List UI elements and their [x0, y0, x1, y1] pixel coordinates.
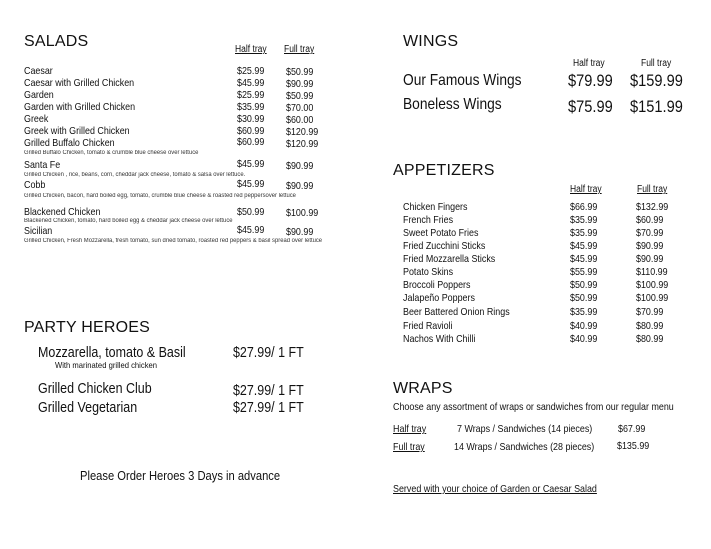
hero-item-price: $27.99/ 1 FT: [233, 383, 304, 399]
salad-item-desc: Grilled Buffalo Chicken, tomato & crumble blue cheese over lettuce: [24, 150, 199, 156]
party-heroes-title: PARTY HEROES: [24, 319, 150, 336]
appetizers-full-header: Full tray: [637, 184, 668, 195]
wraps-subtitle: Choose any assortment of wraps or sandwiches from our regular menu: [393, 401, 674, 413]
salad-item-desc: Grilled Chicken, Fresh Mozzarella, fresh tomato, sun dried tomato, roasted red peppers & basil spread over lettuce: [24, 238, 323, 244]
appetizer-item-half: $35.99: [570, 306, 598, 318]
salad-item-half: $25.99: [237, 65, 265, 77]
appetizer-item-name: Sweet Potato Fries: [403, 227, 479, 239]
salad-item-full: $120.99: [286, 138, 319, 150]
hero-item-name: Grilled Vegetarian: [38, 400, 138, 416]
appetizer-item-name: French Fries: [403, 214, 454, 226]
wings-full-header: Full tray: [641, 58, 672, 69]
appetizer-item-name: Fried Zucchini Sticks: [403, 240, 486, 252]
appetizer-item-name: Jalapeño Poppers: [403, 292, 475, 304]
salad-item-half: $30.99: [237, 113, 265, 125]
salad-item-half: $45.99: [237, 158, 265, 170]
appetizer-item-half: $35.99: [570, 227, 598, 239]
salad-item-name: Santa Fe: [24, 159, 61, 171]
salad-item-full: $90.99: [286, 226, 314, 238]
appetizer-item-half: $55.99: [570, 266, 598, 278]
salads-half-header: Half tray: [235, 44, 267, 55]
salad-item-full: $50.99: [286, 90, 314, 102]
salad-item-name: Greek: [24, 113, 49, 125]
salad-item-full: $100.99: [286, 207, 319, 219]
hero-item-sub: With marinated grilled chicken: [55, 360, 158, 370]
wings-item-half: $75.99: [568, 97, 613, 116]
appetizers-list: [403, 202, 703, 352]
salad-item-half: $45.99: [237, 224, 265, 236]
appetizer-item-name: Broccoli Poppers: [403, 279, 471, 291]
salad-item-name: Caesar: [24, 65, 53, 77]
salad-item-full: $60.00: [286, 114, 314, 126]
salad-item-name: Grilled Buffalo Chicken: [24, 137, 115, 149]
appetizers-title: APPETIZERS: [393, 162, 495, 179]
wings-item-full: $159.99: [630, 71, 683, 90]
salad-item-full: $90.99: [286, 180, 314, 192]
wraps-row-desc: 7 Wraps / Sandwiches (14 pieces): [457, 423, 593, 435]
appetizer-item-full: $132.99: [636, 201, 669, 213]
appetizer-item-full: $100.99: [636, 292, 669, 304]
appetizer-item-name: Fried Mozzarella Sticks: [403, 253, 496, 265]
appetizer-item-name: Chicken Fingers: [403, 201, 468, 213]
salad-item-half: $45.99: [237, 77, 265, 89]
wings-item-name: Boneless Wings: [403, 96, 502, 113]
wings-item-half: $79.99: [568, 71, 613, 90]
hero-item-price: $27.99/ 1 FT: [233, 400, 304, 416]
appetizer-item-half: $40.99: [570, 320, 598, 332]
appetizer-item-full: $110.99: [636, 266, 668, 278]
wings-title: WINGS: [403, 33, 459, 50]
salad-item-half: $60.99: [237, 136, 265, 148]
salad-item-half: $50.99: [237, 206, 265, 218]
salad-item-full: $90.99: [286, 78, 314, 90]
wraps-row-price: $67.99: [618, 423, 646, 435]
appetizer-item-name: Potato Skins: [403, 266, 454, 278]
wings-item-name: Our Famous Wings: [403, 72, 522, 89]
appetizer-item-full: $80.99: [636, 320, 664, 332]
hero-item-name: Grilled Chicken Club: [38, 381, 152, 397]
salad-item-full: $50.99: [286, 66, 314, 78]
hero-item-price: $27.99/ 1 FT: [233, 345, 304, 361]
salad-item-half: $35.99: [237, 101, 265, 113]
salad-item-name: Greek with Grilled Chicken: [24, 125, 130, 137]
wraps-row-label: Half tray: [393, 423, 427, 435]
appetizer-item-name: Nachos With Chilli: [403, 333, 476, 345]
salad-item-desc: Blackened Chicken, tomato, hard boiled egg & cheddar jack cheese over lettuce: [24, 218, 233, 224]
salad-item-name: Caesar with Grilled Chicken: [24, 77, 135, 89]
appetizer-item-half: $45.99: [570, 253, 598, 265]
salads-list: [24, 66, 344, 256]
salad-item-desc: Grilled Chicken , rice, beans, corn, cheddar jack cheese, tomato & salsa over lettuce.: [24, 172, 246, 178]
appetizer-item-full: $80.99: [636, 333, 664, 345]
hero-item-name: Mozzarella, tomato & Basil: [38, 345, 186, 361]
salad-item-full: $90.99: [286, 160, 314, 172]
appetizer-item-half: $50.99: [570, 279, 598, 291]
salad-item-half: $60.99: [237, 125, 265, 137]
appetizer-item-half: $66.99: [570, 201, 598, 213]
salad-item-full: $120.99: [286, 126, 319, 138]
appetizer-item-full: $90.99: [636, 253, 664, 265]
wraps-title: WRAPS: [393, 380, 453, 397]
appetizer-item-full: $70.99: [636, 227, 664, 239]
wings-half-header: Half tray: [573, 58, 605, 69]
wings-item-full: $151.99: [630, 97, 683, 116]
salads-title: SALADS: [24, 33, 89, 50]
appetizer-item-name: Beer Battered Onion Rings: [403, 306, 510, 318]
salad-item-name: Cobb: [24, 179, 46, 191]
salads-full-header: Full tray: [284, 44, 315, 55]
appetizer-item-half: $40.99: [570, 333, 598, 345]
appetizer-item-full: $100.99: [636, 279, 669, 291]
wraps-row-price: $135.99: [617, 440, 650, 452]
salad-item-half: $45.99: [237, 178, 265, 190]
appetizer-item-half: $35.99: [570, 214, 598, 226]
salad-item-name: Sicilian: [24, 225, 53, 237]
appetizer-item-half: $45.99: [570, 240, 598, 252]
appetizer-item-full: $60.99: [636, 214, 664, 226]
appetizers-half-header: Half tray: [570, 184, 602, 195]
salad-item-half: $25.99: [237, 89, 265, 101]
appetizer-item-name: Fried Ravioli: [403, 320, 453, 332]
salad-item-name: Blackened Chicken: [24, 206, 101, 218]
salad-item-name: Garden: [24, 89, 54, 101]
wraps-footer: Served with your choice of Garden or Caesar Salad: [393, 483, 597, 495]
salad-item-full: $70.00: [286, 102, 314, 114]
salad-item-desc: Grilled Chicken, bacon, hard boiled egg, tomato, crumble blue cheese & roasted red peppersover lettuce: [24, 193, 296, 199]
wraps-row-desc: 14 Wraps / Sandwiches (28 pieces): [454, 441, 595, 453]
appetizer-item-full: $70.99: [636, 306, 664, 318]
heroes-order-note: Please Order Heroes 3 Days in advance: [80, 468, 281, 483]
salad-item-name: Garden with Grilled Chicken: [24, 101, 136, 113]
appetizer-item-half: $50.99: [570, 292, 598, 304]
appetizer-item-full: $90.99: [636, 240, 664, 252]
wraps-row-label: Full tray: [393, 441, 425, 453]
